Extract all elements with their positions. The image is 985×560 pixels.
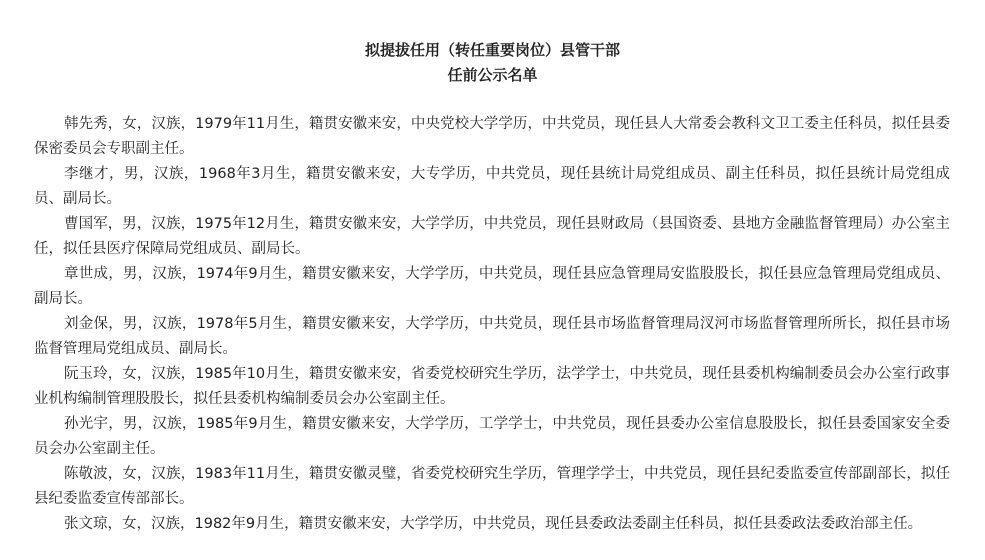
candidate-entry: 韩先秀，女，汉族，1979年11月生，籍贯安徽来安，中央党校大学学历，中共党员，现任县人大常委会教科文卫工委主任科员，拟任县委保密委员会专职副主任。 bbox=[34, 116, 950, 157]
candidate-entry: 曹国军，男，汉族，1975年12月生，籍贯安徽来安，大学学历，中共党员，现任县财政局（县国资委、县地方金融监督管理局）办公室主任，拟任县医疗保障局党组成员、副局长。 bbox=[34, 216, 950, 257]
candidate-entry: 张文琼，女，汉族，1982年9月生，籍贯安徽来安，大学学历，中共党员，现任县委政法委副主任科员，拟任县委政法委政治部主任。 bbox=[64, 516, 923, 532]
title-line-2: 任前公示名单 bbox=[447, 66, 538, 84]
candidate-entry: 阮玉玲，女，汉族，1985年10月生，籍贯安徽来安，省委党校研究生学历，法学学士，中共党员，现任县委机构编制委员会办公室行政事业机构编制管理股股长，拟任县委机构编制委员会办公室副主任。 bbox=[34, 366, 950, 407]
candidate-list bbox=[34, 112, 950, 537]
title-line-1: 拟提拔任用（转任重要岗位）县管干部 bbox=[364, 41, 620, 59]
candidate-entry: 李继才，男，汉族，1968年3月生，籍贯安徽来安，大专学历，中共党员，现任县统计局党组成员、副主任科员，拟任县统计局党组成员、副局长。 bbox=[34, 166, 950, 207]
candidate-entry: 章世成，男，汉族，1974年9月生，籍贯安徽来安，大学学历，中共党员，现任县应急管理局安监股股长，拟任县应急管理局党组成员、副局长。 bbox=[34, 266, 950, 307]
candidate-entry: 刘金保，男，汉族，1978年5月生，籍贯安徽来安，大学学历，中共党员，现任县市场监督管理局汊河市场监督管理所所长，拟任县市场监督管理局党组成员、副局长。 bbox=[34, 316, 950, 357]
candidate-entry: 孙光宇，男，汉族，1985年9月生，籍贯安徽来安，大学学历，工学学士，中共党员，现任县委办公室信息股股长，拟任县委国家安全委员会办公室副主任。 bbox=[34, 416, 950, 457]
document-title bbox=[0, 38, 985, 88]
candidate-entry: 陈敬波，女，汉族，1983年11月生，籍贯安徽灵璧，省委党校研究生学历，管理学学士，中共党员，现任县纪委监委宣传部副部长，拟任县纪委监委宣传部部长。 bbox=[34, 466, 950, 507]
